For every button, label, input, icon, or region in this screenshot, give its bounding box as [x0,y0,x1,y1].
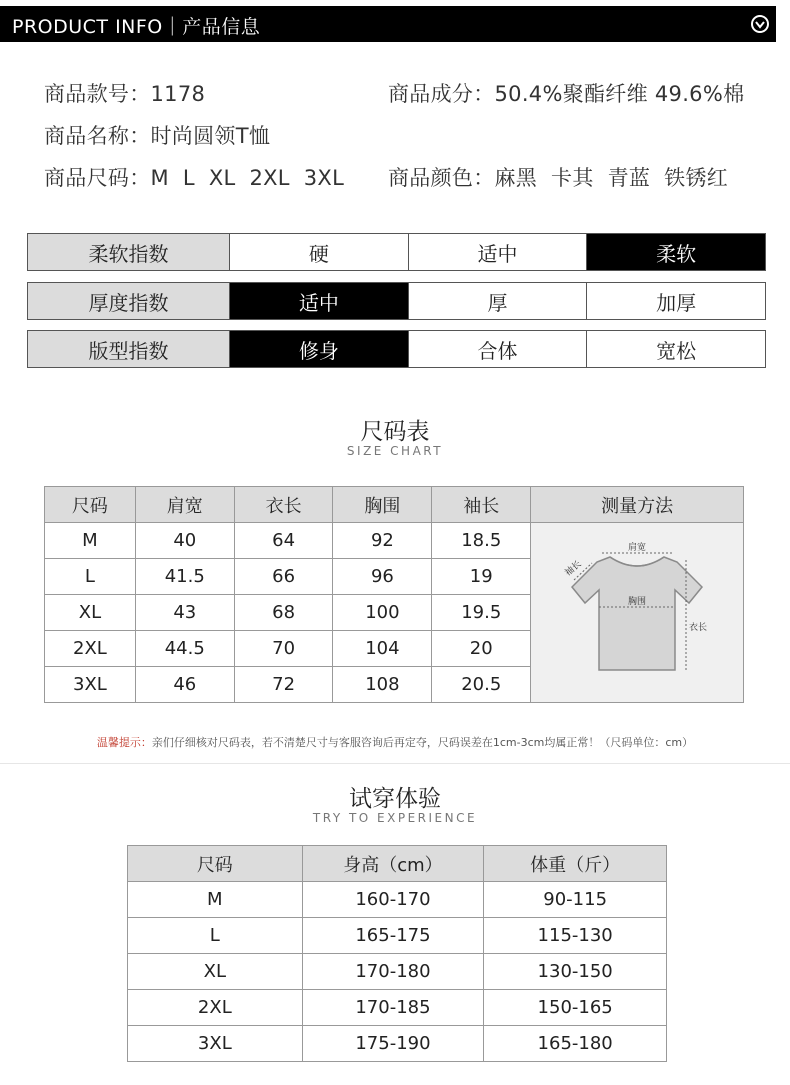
header-cell: 尺码 [45,487,136,523]
index-option: 合体 [408,331,587,367]
table-cell: 108 [333,667,432,703]
size-tip [0,734,790,750]
thickness-index-row [27,282,766,320]
table-cell: L [45,559,136,595]
table-cell: 19 [432,559,531,595]
table-header-row [128,846,667,882]
table-cell: 2XL [45,631,136,667]
table-cell: 3XL [128,1026,303,1062]
table-row [128,918,667,954]
table-cell: 165-180 [484,1026,667,1062]
info-colors: 商品颜色：麻黑 卡其 青蓝 铁锈红 [388,166,729,190]
header-cell: 体重（斤） [484,846,667,882]
index-label: 柔软指数 [28,234,229,270]
tshirt-measurement-diagram [562,535,712,685]
softness-index-row [27,233,766,271]
header-cell: 袖长 [432,487,531,523]
table-cell: 130-150 [484,954,667,990]
index-option: 硬 [229,234,408,270]
table-cell: 18.5 [432,523,531,559]
try-on-subtitle: TRY TO EXPERIENCE [312,811,478,825]
table-cell: XL [45,595,136,631]
table-cell: 115-130 [484,918,667,954]
header-cell: 测量方法 [531,487,744,523]
table-cell: 175-190 [302,1026,484,1062]
index-option: 适中 [229,283,408,319]
table-cell: 70 [234,631,333,667]
info-composition: 商品成分：50.4%聚酯纤维 49.6%棉 [388,82,745,106]
tshirt-icon [572,557,702,670]
diagram-label-shoulder: 肩宽 [628,543,647,553]
info-sizes: 商品尺码：M L XL 2XL 3XL [44,166,345,190]
diagram-label-sleeve: 袖长 [563,559,584,579]
info-name: 商品名称：时尚圆领T恤 [44,124,271,148]
index-option: 宽松 [586,331,765,367]
header-cell: 身高（cm） [302,846,484,882]
section-divider [0,763,790,764]
index-option: 适中 [408,234,587,270]
table-cell: 96 [333,559,432,595]
table-cell: 20 [432,631,531,667]
header-cell: 衣长 [234,487,333,523]
table-cell: M [128,882,303,918]
size-chart-title: 尺码表 [360,419,430,445]
header-bar [0,6,776,42]
header-title: PRODUCT INFO｜产品信息 [12,16,261,38]
table-row [128,1026,667,1062]
table-cell: 19.5 [432,595,531,631]
index-label: 版型指数 [28,331,229,367]
table-cell: 41.5 [135,559,234,595]
table-cell: 46 [135,667,234,703]
index-option: 柔软 [586,234,765,270]
table-cell: 90-115 [484,882,667,918]
diagram-label-chest: 胸围 [628,597,647,607]
chevron-down-circle-icon[interactable] [751,15,769,33]
diagram-label-length: 衣长 [689,623,708,633]
size-chart-table [44,486,744,703]
table-cell: 165-175 [302,918,484,954]
header-cell: 肩宽 [135,487,234,523]
table-cell: 160-170 [302,882,484,918]
table-cell: 66 [234,559,333,595]
table-cell: M [45,523,136,559]
table-row [128,954,667,990]
header-cell: 胸围 [333,487,432,523]
table-header-row [45,487,744,523]
index-label: 厚度指数 [28,283,229,319]
table-cell: 92 [333,523,432,559]
table-cell: 40 [135,523,234,559]
index-option: 厚 [408,283,587,319]
table-cell: 20.5 [432,667,531,703]
tip-label: 温馨提示： [96,736,152,749]
table-row [45,523,744,559]
info-style-no: 商品款号：1178 [44,82,206,106]
table-row [128,990,667,1026]
try-on-table [127,845,667,1062]
index-option: 修身 [229,331,408,367]
table-cell: 104 [333,631,432,667]
table-cell: 72 [234,667,333,703]
table-cell: 64 [234,523,333,559]
table-cell: 44.5 [135,631,234,667]
measurement-diagram-cell [531,523,744,703]
table-cell: 68 [234,595,333,631]
tip-text: 亲们仔细核对尺码表，若不清楚尺寸与客服咨询后再定夺，尺码误差在1cm-3cm均属正常！（尺码单位：cm） [151,736,694,749]
index-option: 加厚 [586,283,765,319]
table-cell: 2XL [128,990,303,1026]
table-cell: L [128,918,303,954]
table-cell: 3XL [45,667,136,703]
table-cell: 43 [135,595,234,631]
try-on-title: 试穿体验 [349,786,441,812]
table-cell: 150-165 [484,990,667,1026]
table-cell: XL [128,954,303,990]
size-chart-subtitle: SIZE CHART [346,444,444,458]
fit-index-row [27,330,766,368]
table-cell: 170-180 [302,954,484,990]
table-cell: 170-185 [302,990,484,1026]
table-cell: 100 [333,595,432,631]
header-cell: 尺码 [128,846,303,882]
table-row [128,882,667,918]
